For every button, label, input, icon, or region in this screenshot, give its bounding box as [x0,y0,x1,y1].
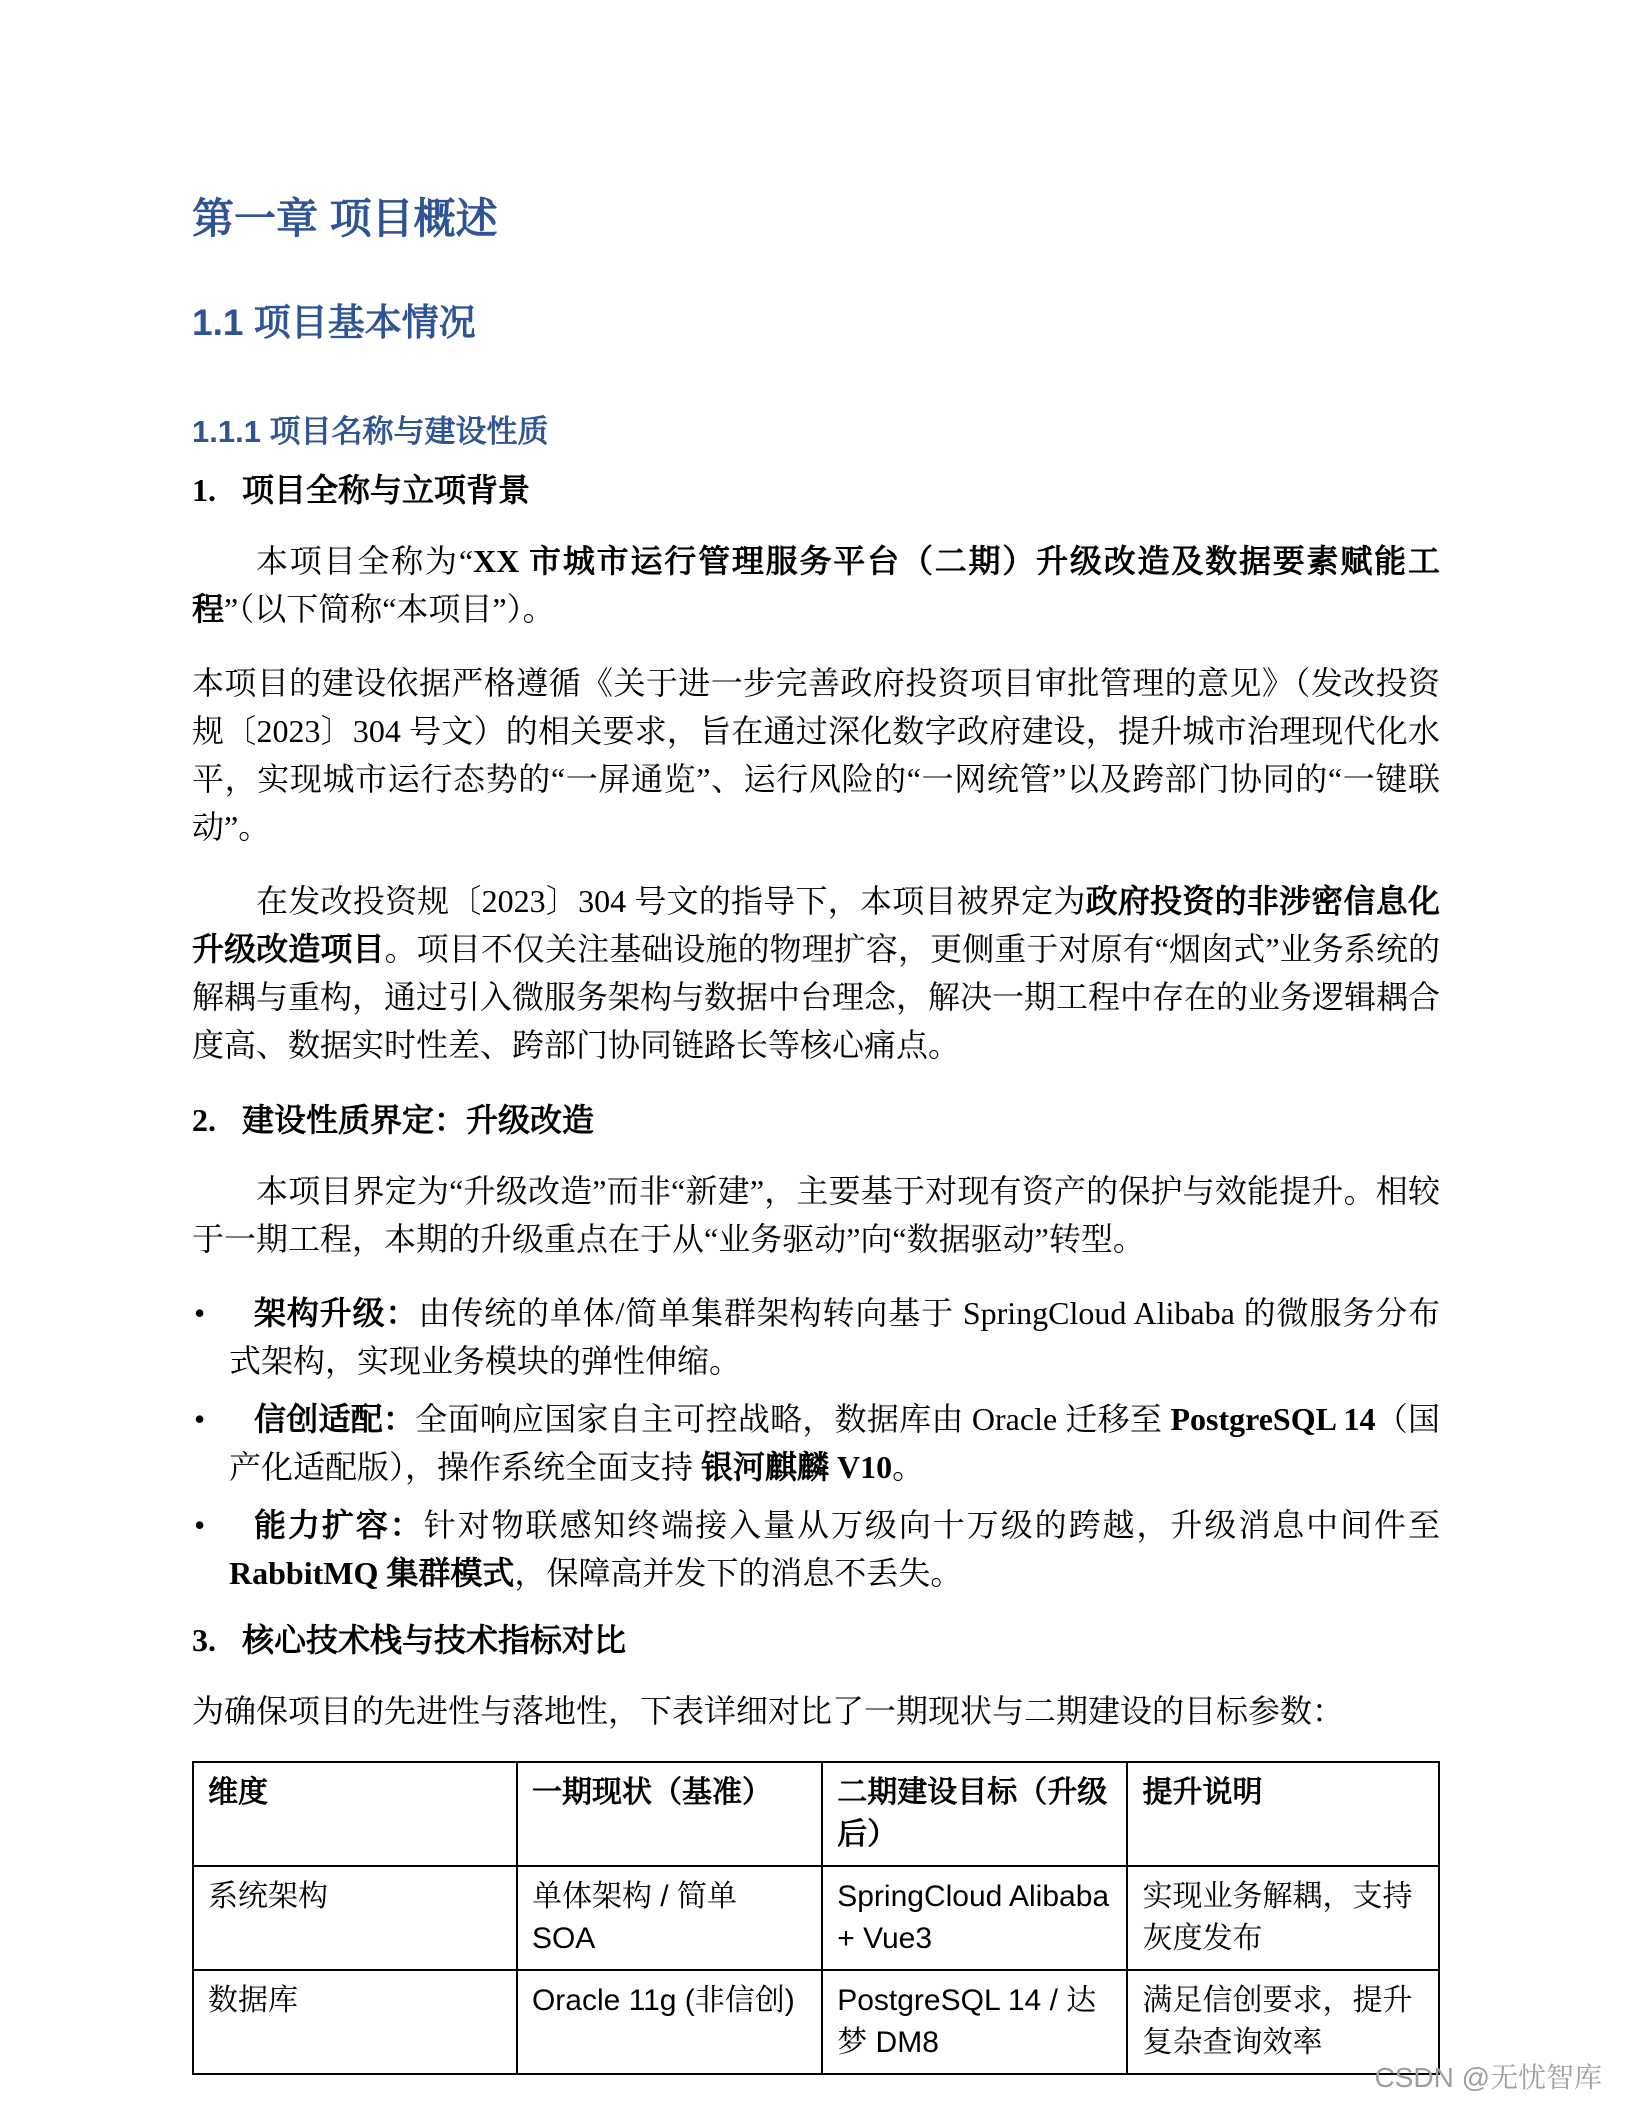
table-header-phase1: 一期现状（基准） [517,1762,822,1866]
text-run: 。项目不仅关注基础设施的物理扩容，更侧重于对原有“烟囱式”业务系统的解耦与重构，通过引入微服务架构与数据中台理念，解决一期工程中存在的业务逻辑耦合度高、数据实时性差、跨部门协同链路长等核心痛点。 [192,931,1441,1063]
bullet-term: 信创适配： [254,1401,416,1437]
text-run: 针对物联感知终端接入量从万级向十万级的跨越，升级消息中间件至 [423,1507,1440,1543]
heading-text: 核心技术栈与技术指标对比 [242,1622,627,1658]
table-cell: SpringCloud Alibaba + Vue3 [822,1866,1127,1970]
text-run: ，保障高并发下的消息不丢失。 [514,1555,963,1591]
text-run: （国产化适配版），操作系统全面支持 [229,1401,1440,1485]
table-header-dimension: 维度 [193,1762,517,1866]
list-item-architecture [192,1289,1440,1385]
table-cell: 单体架构 / 简单 SOA [517,1866,822,1970]
heading-number: 3. [192,1622,216,1658]
subsection-heading: 1.1.1 项目名称与建设性质 [192,414,549,449]
table-header-improvement: 提升说明 [1127,1762,1439,1866]
bullet-term: 架构升级： [254,1295,419,1331]
bullet-term: 能力扩容： [254,1507,424,1543]
table-cell: 数据库 [193,1970,517,2074]
text-run: 本项目全称为“ [256,543,474,579]
table-cell: PostgreSQL 14 / 达梦 DM8 [822,1970,1127,2074]
paragraph-project-fullname [192,537,1440,633]
paragraph-policy-basis: 本项目的建设依据严格遵循《关于进一步完善政府投资项目审批管理的意见》（发改投资规〔2023〕304 号文）的相关要求，旨在通过深化数字政府建设，提升城市治理现代化水平，实现城市运行态势的“一屏通览”、运行风险的“一网统管”以及跨部门协同的“一键联动”。 [192,665,1440,845]
chapter-heading: 第一章 项目概述 [192,195,498,242]
numbered-heading-2 [192,1095,1440,1141]
table-cell: 满足信创要求，提升复杂查询效率 [1127,1970,1439,2074]
heading-number: 2. [192,1102,216,1138]
text-run: ”（以下简称“本项目”）。 [224,591,555,627]
numbered-heading-1 [192,465,1440,511]
text-run: 在发改投资规〔2023〕304 号文的指导下，本项目被界定为 [256,883,1086,919]
text-run-bold: 银河麒麟 V10 [701,1449,893,1485]
paragraph-table-intro: 为确保项目的先进性与落地性，下表详细对比了一期现状与二期建设的目标参数： [192,1693,1345,1729]
table-header-phase2: 二期建设目标（升级后） [822,1762,1127,1866]
list-item-capacity [192,1501,1440,1597]
text-run: 全面响应国家自主可控战略，数据库由 Oracle 迁移至 [415,1401,1171,1437]
table-header-row [193,1762,1439,1866]
text-run-bold: PostgreSQL 14 [1170,1401,1376,1437]
text-run: 由传统的单体/简单集群架构转向基于 SpringCloud Alibaba 的微服务分布式架构，实现业务模块的弹性伸缩。 [229,1295,1440,1379]
table-row-database [193,1970,1439,2074]
table-cell: 实现业务解耦，支持灰度发布 [1127,1866,1439,1970]
heading-text: 建设性质界定：升级改造 [242,1102,595,1138]
numbered-heading-3 [192,1615,1440,1661]
text-run-bold: 政府投资的非涉密信息化升级改造项目 [192,883,1440,967]
table-row-architecture [193,1866,1439,1970]
text-run-bold: XX 市城市运行管理服务平台（二期）升级改造及数据要素赋能工程 [192,543,1440,627]
text-run: 。 [892,1449,925,1485]
upgrade-bullet-list [192,1289,1440,1597]
tech-comparison-table [192,1761,1440,2075]
paragraph-project-definition [192,877,1440,1069]
text-run-bold: RabbitMQ 集群模式 [229,1555,515,1591]
heading-number: 1. [192,472,216,508]
table-cell: 系统架构 [193,1866,517,1970]
list-item-xinchuang [192,1395,1440,1491]
table-cell: Oracle 11g (非信创) [517,1970,822,2074]
paragraph-upgrade-nature: 本项目界定为“升级改造”而非“新建”，主要基于对现有资产的保护与效能提升。相较于一期工程，本期的升级重点在于从“业务驱动”向“数据驱动”转型。 [192,1173,1440,1257]
section-heading: 1.1 项目基本情况 [192,302,476,343]
heading-text: 项目全称与立项背景 [242,472,531,508]
csdn-watermark: CSDN @无忧智库 [1374,2062,1602,2093]
